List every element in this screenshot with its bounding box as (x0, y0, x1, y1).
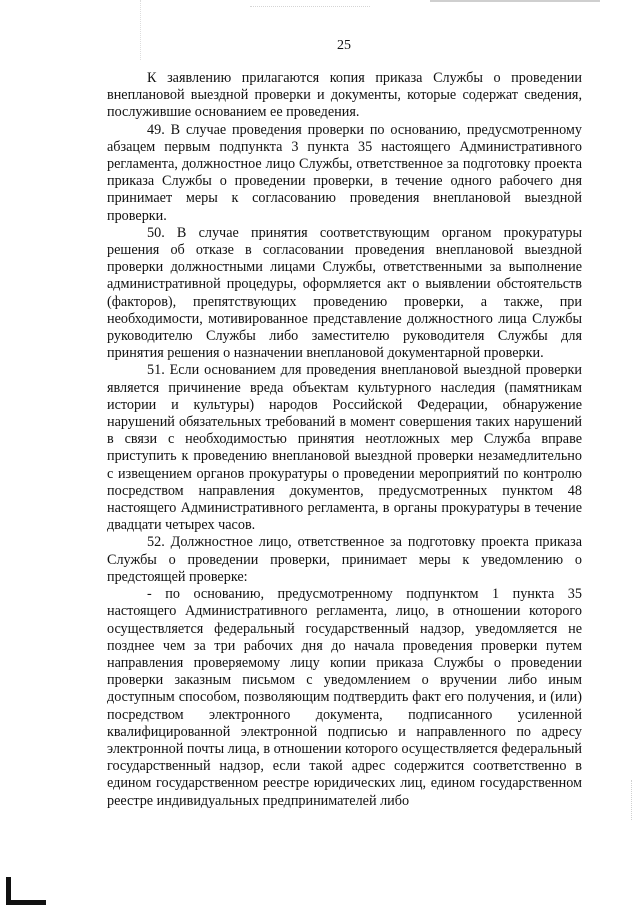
paragraph-49: 49. В случае проведения проверки по основанию, предусмотренному абзацем первым подпункта 3 пункта 35 настоящего Административного регламента, должностное лицо Службы, ответственное за подготовку проекта приказа Службы о проведении проверки, в течение одного рабочего дня принимает меры к согласованию проведения внеплановой выездной проверки. (107, 121, 582, 224)
paragraph-52-item-1: - по основанию, предусмотренному подпунктом 1 пункта 35 настоящего Административного регламента, лицо, в отношении которого осуществляется федеральный государственный надзор, уведомляется не позднее чем за три рабочих дня до начала проведения проверки путем направления проверяемому лицу копии приказа Службы о проведении проверки заказным письмом с уведомлением о вручении либо иным доступным способом, позволяющим подтвердить факт его получения, и (или) посредством электронного документа, подписанного усиленной квалифицированной электронной подписью и направленного по адресу электронной почты лица, в отношении которого осуществляется федеральный государственный надзор, если такой адрес содержится соответственно в едином государственном реестре юридических лиц, едином государственном реестре индивидуальных предпринимателей либо (107, 586, 582, 809)
paragraph-52: 52. Должностное лицо, ответственное за подготовку проекта приказа Службы о проведении проверки, принимает меры к уведомлению о предстоящей проверке: (107, 534, 582, 585)
paragraph-51: 51. Если основанием для проведения внеплановой выездной проверки является причинение вреда объектам культурного наследия (памятникам истории и культуры) народов Российской Федерации, обнаружение нарушений обязательных требований в момент совершения таких нарушений в связи с необходимостью принятия неотложных мер Служба вправе приступить к проведению внеплановой выездной проверки незамедлительно с извещением органов прокуратуры о проведении мероприятий по контролю посредством направления документов, предусмотренных пунктом 48 настоящего Административного регламента, в органы прокуратуры в течение двадцати четырех часов. (107, 362, 582, 534)
scan-artifact-dots (250, 6, 370, 17)
scan-artifact-right (629, 780, 632, 820)
document-body (107, 70, 582, 810)
paragraph-50: 50. В случае принятия соответствующим органом прокуратуры решения об отказе в согласовании проведения внеплановой выездной проверки должностными лицами Службы, ответственными за выполнение административной процедуры, оформляется акт о выявлении обстоятельств (факторов), препятствующих проведению проверки, а также, при необходимости, мотивированное представление должностного лица Службы руководителю Службы либо заместителю руководителя Службы для принятия решения о назначении внеплановой документарной проверки. (107, 224, 582, 362)
paragraph-attachment: К заявлению прилагаются копия приказа Службы о проведении внеплановой выездной проверки и документы, которые содержат сведения, послужившие основанием ее проведения. (107, 70, 582, 121)
page-number: 25 (337, 38, 351, 53)
scan-artifact-top (430, 0, 600, 2)
corner-crop-mark-base (6, 900, 46, 905)
